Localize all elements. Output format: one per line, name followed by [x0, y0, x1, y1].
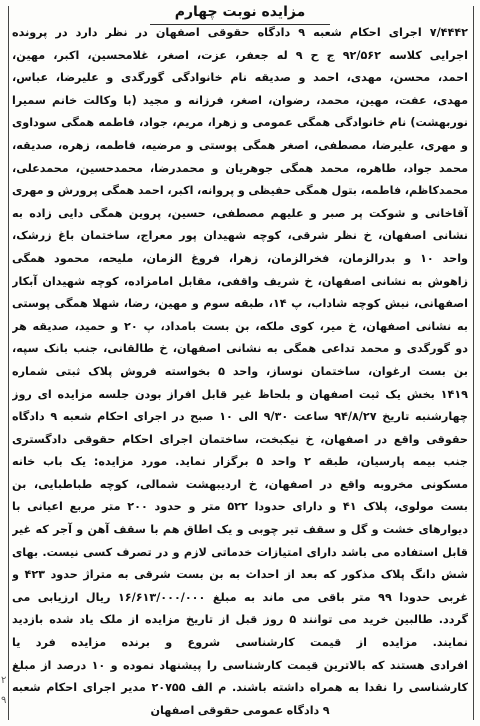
notice-line: محمد جواد، طاهره، محمد همگی جوهریان و محمدرضا، محمدحسین، محمدعلی، — [12, 161, 468, 175]
notice-line: اصفهانی، نبش کوچه شاداب، پ ۱۴، طبقه سوم و مهین، رضا، شهلا همگی پوستی — [12, 297, 468, 311]
notice-line: به نشانی اصفهان، خ میر، کوی ملکه، بن بست بامداد، پ ۲۰ و حمید، صدیقه هر — [12, 319, 468, 333]
notice-line: دو گورگدی و محمد تداعی همگی به نشانی اصفهان، خ طالقانی، جنب بانک سپه، — [12, 342, 468, 356]
notice-line: و مهری، علیرضا، مصطفی، اصغر همگی پوستی و مرضیه، فاطمه، زهره، صدیقه، — [12, 138, 468, 152]
notice-title: مزایده نوبت چهارم — [174, 4, 306, 20]
notice-line: گردد. طالبین خرید می توانند ۵ روز قبل از تاریخ مزایده از ملک یاد شده بازدید — [12, 613, 468, 627]
notice-line: کارشناسی را نقدا به همراه داشته باشند. م الف ۲۰۷۵۵ مدیر اجرای احکام شعبه — [12, 681, 468, 695]
notice-line: بن بست ارغوان، ساختمان نوساز، واحد ۵ بخواسته فروش پلاک ثبتی شماره — [12, 364, 468, 378]
notice-line: احمد، محسن، مهدی، احمد و صدیقه نام خانوادگی گورگدی و علیرضا، عباس، — [12, 71, 468, 85]
notice-line: اجرایی کلاسه ۹۲/۵۶۲ ج ح ۹ له جعفر، عزت، اصغر، غلامحسین، اکبر، مهین، — [12, 48, 468, 62]
notice-line: واحد ۱۰ و بدرالزمان، فخرالزمان، زهرا، فروغ الزمان، ملیحه، محمود همگی — [12, 251, 468, 265]
notice-line: زاهوش به نشانی اصفهان، خ شریف واقفی، مقابل امامزاده، کوچه شهیدان آبکار — [12, 274, 468, 288]
notice-body — [12, 22, 468, 722]
notice-line: حقوقی واقع در اصفهان، خ نیکبخت، ساختمان اجرای احکام حقوقی دادگستری — [12, 432, 468, 446]
notice-line: افرادی هستند که بالاترین قیمت کارشناسی را پیشنهاد نموده و ۱۰ درصد از مبلغ — [12, 658, 468, 672]
notice-line: دیوارهای خشت و گل و سقف تیر چوبی و یک اطاق هم با سقف آهن و آجر که غیر — [12, 523, 468, 537]
notice-line: شش دانگ پلاک مذکور که بعد از احداث به بن بست شرقی به متراژ حدود ۴۲۳ و — [12, 568, 468, 582]
notice-line: غربی حدودا ۹۹ متر باقی می ماند به مبلغ ۱۶/۶۱۳/۰۰۰/۰۰۰ ریال ارزیابی می — [12, 590, 468, 604]
notice-line: مسکونی مخروبه واقع در اصفهان، خ اردیبهشت شمالی، کوچه طباطبایی، بن — [12, 477, 468, 491]
margin-mark: ۹ — [1, 695, 7, 706]
notice-line: محمدکاظم، فاطمه، بتول همگی حفیظی و پروانه، اکبر، احمد همگی پرورش و مهری — [12, 184, 468, 198]
notice-line: جنب بیمه پارسیان، طبقه ۲ واحد ۵ برگزار نماید. مورد مزایده: یک باب خانه — [12, 455, 468, 469]
notice-line: ۹ دادگاه عمومی حقوقی اصفهان — [150, 703, 330, 717]
notice-line: نشانی اصفهان، خ نظر شرقی، کوچه شهیدان پور معراج، ساختمان باغ زرشک، — [12, 229, 468, 243]
notice-line: نوربهشت) نام خانوادگی همگی عمومی و زهرا، مریم، جواد، فاطمه همگی سوداوی — [12, 116, 468, 130]
notice-line: نمایند. مزایده از قیمت کارشناسی شروع و برنده مزایده فرد یا — [12, 636, 468, 650]
notice-line: چهارشنبه تاریخ ۹۴/۸/۲۷ ساعت ۹/۳۰ الی ۱۰ صبح در اجرای احکام شعبه ۹ دادگاه — [12, 410, 468, 424]
notice-line: آقاخانی و شوکت پر صبر و علیهم مصطفی، حسین، پروین همگی دایی زاده به — [12, 206, 468, 220]
margin-mark: ۲ — [1, 675, 7, 686]
notice-line: قابل استفاده می باشد دارای امتیازات خدماتی لازم و در تصرف کسی نیست. بهای — [12, 545, 468, 559]
notice-line: ۱۴۱۹ بخش یک ثبت اصفهان و بلحاظ غیر قابل افراز بودن جلسه مزایده ای روز — [12, 387, 468, 401]
notice-line: بست مولوی، پلاک ۴۱ و دارای حدودا ۵۲۲ متر و حدود ۲۰۰ متر مربع اعیانی با — [12, 500, 468, 514]
notice-line: مهدی، عفت، مهین، محمد، رضوان، اصغر، فرزانه و مجید (با وکالت خانم سمیرا — [12, 93, 468, 107]
notice-line: ۷/۴۴۴۲ اجرای احکام شعبه ۹ دادگاه حقوقی اصفهان در نظر دارد در پرونده — [12, 26, 468, 39]
